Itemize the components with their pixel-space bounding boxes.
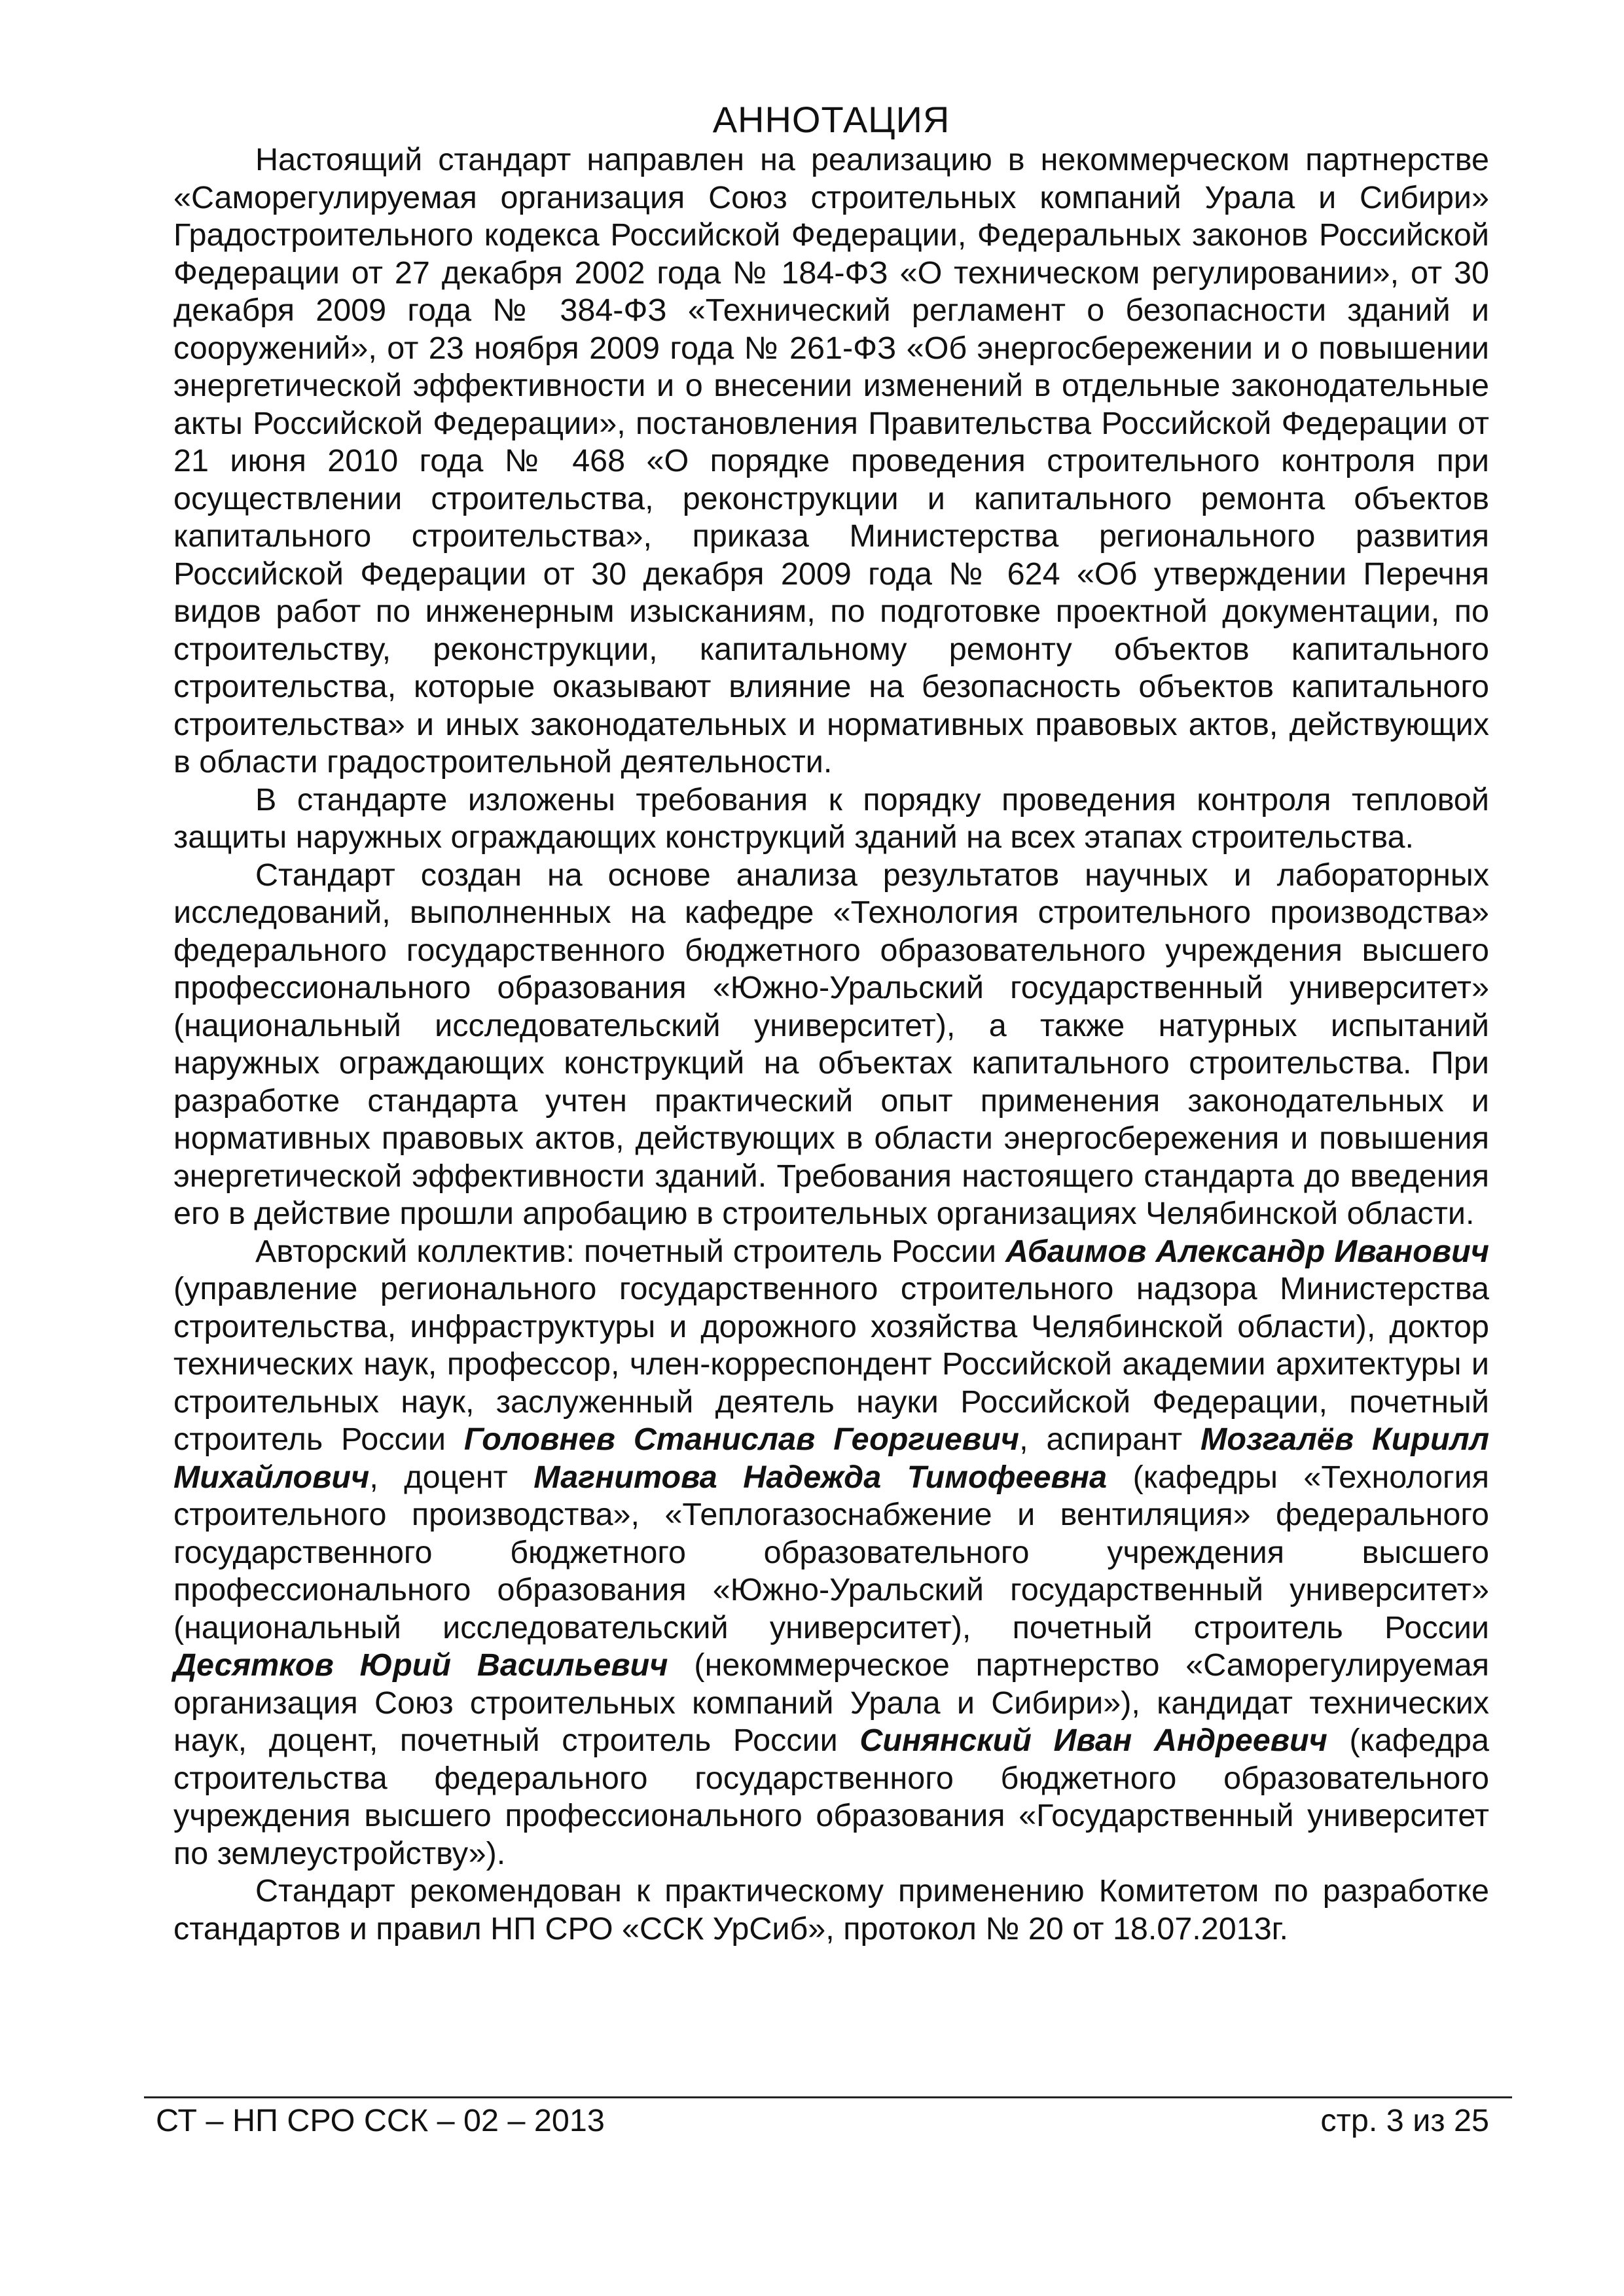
page-footer	[144, 2096, 1512, 2139]
authors-text: (управление регионального государственного строительного надзора Министерства строительства, инфраструктуры и дорожного хозяйства Челябинской области), доктор технических наук, профессор, член-корреспондент Российской академии архитектуры и строительных наук, заслуженный деятель науки Российской Федерации, почетный строитель России	[173, 1271, 1489, 1457]
page-number: стр. 3 из 25	[1320, 2103, 1489, 2138]
paragraph-requirements: В стандарте изложены требования к порядку проведения контроля тепловой защиты наружных ограждающих конструкций зданий на всех этапах строительства.	[173, 781, 1489, 855]
author-name: Магнитова Надежда Тимофеевна	[533, 1459, 1108, 1495]
authors-text: , аспирант	[1019, 1422, 1200, 1457]
author-name: Абаимов Александр Иванович	[1005, 1233, 1489, 1269]
paragraph-basis: Стандарт создан на основе анализа результатов научных и лабораторных исследований, выполненных на кафедре «Технология строительного производства» федерального государственного бюджетного образовательного учреждения высшего профессионального образования «Южно-Уральский государственный университет» (национальный исследовательский университет), а также натурных испытаний наружных ограждающих конструкций на объектах капитального строительства. При разработке стандарта учтен практический опыт применения законодательных и нормативных правовых актов, действующих в области энергосбережения и повышения энергетической эффективности зданий. Требования настоящего стандарта до введения его в действие прошли апробацию в строительных организациях Челябинской области.	[173, 857, 1489, 1231]
paragraph-authors	[173, 1233, 1489, 1873]
authors-text: Авторский коллектив: почетный строитель России	[255, 1233, 1005, 1269]
author-name: Десятков Юрий Васильевич	[173, 1647, 668, 1683]
paragraph-purpose: Настоящий стандарт направлен на реализацию в некоммерческом партнерстве «Саморегулируемая организация Союз строительных компаний Урала и Сибири» Градостроительного кодекса Российской Федерации, Федеральных законов Российской Федерации от 27 декабря 2002 года № 184-ФЗ «О техническом регулировании», от 30 декабря 2009 года № 384-ФЗ «Технический регламент о безопасности зданий и сооружений», от 23 ноября 2009 года № 261-ФЗ «Об энергосбережении и о повышении энергетической эффективности и о внесении изменений в отдельные законодательные акты Российской Федерации», постановления Правительства Российской Федерации от 21 июня 2010 года № 468 «О порядке проведения строительного контроля при осуществлении строительства, реконструкции и капитального ремонта объектов капитального строительства», приказа Министерства регионального развития Российской Федерации от 30 декабря 2009 года № 624 «Об утверждении Перечня видов работ по инженерным изысканиям, по подготовке проектной документации, по строительству, реконструкции, капитальному ремонту объектов капитального строительства, которые оказывают влияние на безопасность объектов капитального строительства» и иных законодательных и нормативных правовых актов, действующих в области градостроительной деятельности.	[173, 142, 1489, 780]
page-title: АННОТАЦИЯ	[712, 99, 950, 140]
authors-text: (кафедры «Технология строительного производства», «Теплогазоснабжение и вентиляция» федерального государственного бюджетного образовательного учреждения высшего профессионального образования «Южно-Уральский государственный университет» (национальный исследовательский университет), почетный строитель России	[173, 1459, 1490, 1645]
paragraph-recommendation: Стандарт рекомендован к практическому применению Комитетом по разработке стандартов и правил НП СРО «ССК УрСиб», протокол № 20 от 18.07.2013г.	[173, 1873, 1489, 1946]
authors-text: , доцент	[369, 1459, 534, 1495]
document-page	[173, 98, 1489, 1948]
author-name: Головнев Станислав Георгиевич	[463, 1422, 1020, 1457]
author-name: Синянский Иван Андреевич	[859, 1723, 1327, 1758]
document-code: СТ – НП СРО ССК – 02 – 2013	[156, 2103, 605, 2138]
author-name: Мозгалёв Кирилл Михайлович	[173, 1422, 1490, 1495]
authors-text: (кафедра строительства федерального государственного бюджетного образовательного учреждения высшего профессионального образования «Государственный университет по землеустройству»).	[173, 1723, 1489, 1871]
authors-text: (некоммерческое партнерство «Саморегулируемая организация Союз строительных компаний Урала и Сибири»), кандидат технических наук, доцент, почетный строитель России	[173, 1647, 1489, 1758]
